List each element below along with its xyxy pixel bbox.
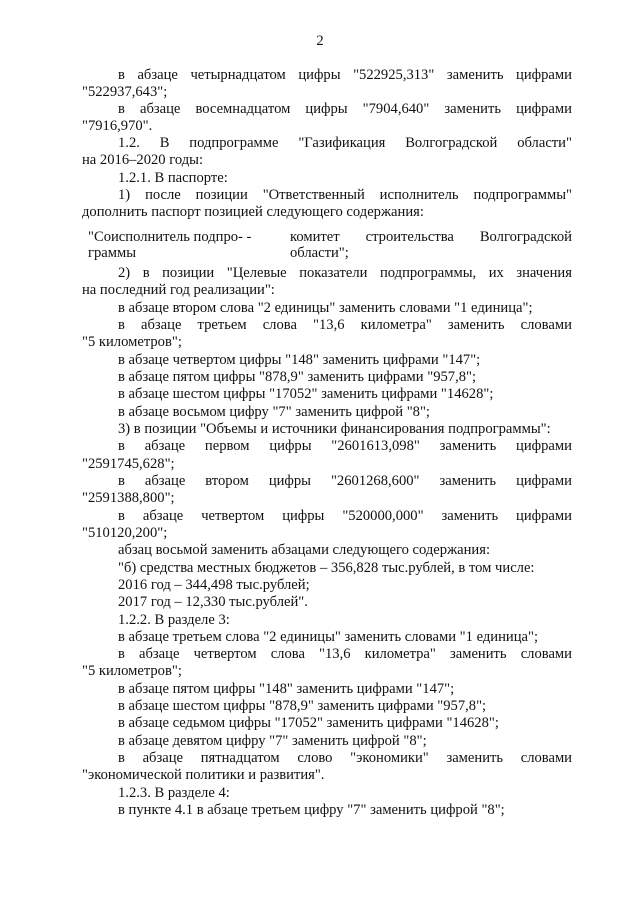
word: цифры (305, 101, 348, 117)
text-line: 1.2.2. В разделе 3: (118, 612, 230, 628)
table-right-word: комитет (290, 229, 340, 245)
table-right-line-2: области"; (290, 245, 349, 261)
word: пятнадцатом (200, 750, 280, 766)
text-line (118, 750, 572, 767)
text-line: в пункте 4.1 в абзаце третьем цифру "7" заменить цифрой "8"; (118, 802, 505, 818)
text-line: "б) средства местных бюджетов – 356,828 тыс.рублей, в том числе: (118, 560, 535, 576)
word: четвертом (201, 508, 265, 524)
table-left-line-1: "Соисполнитель подпро- - (88, 229, 252, 245)
text-line (118, 187, 572, 204)
word: после (145, 187, 181, 203)
word: цифры (268, 473, 311, 489)
text-line: "5 километров"; (82, 334, 182, 350)
text-line: 1.2.1. В паспорте: (118, 170, 228, 186)
word: позиции (162, 265, 215, 281)
word: заменить (444, 101, 501, 117)
page-number: 2 (316, 33, 324, 49)
word: километра" (364, 646, 436, 662)
word: словами (520, 317, 572, 333)
word: цифры (298, 67, 341, 83)
word: заменить (449, 646, 507, 662)
table-right-word: Волгоградской (479, 229, 572, 245)
word: абзаце (139, 101, 181, 117)
word: абзаце (142, 750, 184, 766)
word: километра" (360, 317, 432, 333)
word: "13,6 (313, 317, 345, 333)
text-line: в абзаце девятом цифру "7" заменить цифрой "8"; (118, 733, 427, 749)
text-line: "510120,200"; (82, 525, 168, 541)
word: заменить (446, 750, 504, 766)
word: абзаце (142, 508, 184, 524)
word: слова (262, 317, 297, 333)
table-right-word: строительства (365, 229, 454, 245)
word: цифрами (516, 101, 572, 117)
word: области" (517, 135, 572, 151)
word: "2601268,600" (330, 473, 420, 489)
text-line: в абзаце втором слова "2 единицы" заменить словами "1 единица"; (118, 300, 533, 316)
word: "13,6 (319, 646, 351, 662)
word: заменить (447, 317, 505, 333)
text-line: в абзаце третьем слова "2 единицы" заменить словами "1 единица"; (118, 629, 539, 645)
word: абзаце (137, 67, 178, 83)
word: "Целевые (226, 265, 287, 281)
word: цифрами (516, 508, 572, 524)
word: четвертом (193, 646, 257, 662)
word: абзаце (144, 473, 186, 489)
word: "522925,313" (353, 67, 435, 83)
text-line: абзац восьмой заменить абзацами следующего содержания: (118, 542, 491, 558)
word: "520000,000" (342, 508, 424, 524)
word: в (118, 317, 125, 333)
word: в (118, 646, 125, 662)
word: четырнадцатом (190, 67, 286, 83)
word: их (488, 265, 504, 281)
word: цифры (282, 508, 325, 524)
text-line: дополнить паспорт позицией следующего содержания: (82, 204, 424, 220)
text-line: в абзаце седьмом цифры "17052" заменить цифрами "14628"; (118, 715, 499, 731)
text-line: на последний год реализации": (82, 282, 275, 298)
word: цифрами (516, 67, 572, 83)
text-line: "7916,970". (82, 118, 153, 134)
word: абзаце (139, 646, 180, 662)
word: в (118, 508, 125, 524)
word: значения (516, 265, 572, 281)
text-line: "5 километров"; (82, 663, 182, 679)
word: 1.2. (118, 135, 140, 151)
word: в (118, 750, 125, 766)
word: заменить (439, 438, 497, 454)
table-left-line-2: граммы (88, 245, 137, 261)
word: слова (270, 646, 305, 662)
text-line: "экономической политики и развития". (82, 767, 325, 783)
word: "экономики" (350, 750, 429, 766)
text-line: в абзаце восьмом цифру "7" заменить цифрой "8"; (118, 404, 430, 420)
word: заменить (446, 67, 504, 83)
word: в (118, 101, 125, 117)
word: втором (205, 473, 249, 489)
word: абзаце (144, 438, 186, 454)
text-line: 2016 год – 344,498 тыс.рублей; (118, 577, 310, 593)
word: "Ответственный (262, 187, 365, 203)
word: исполнитель (379, 187, 459, 203)
text-line (118, 101, 572, 118)
word: словами (520, 646, 572, 662)
word: 2) (118, 265, 131, 281)
word: 1) (118, 187, 131, 203)
word: подпрограммы, (379, 265, 477, 281)
text-line: "522937,643"; (82, 84, 168, 100)
word: абзаце (141, 317, 182, 333)
text-line: "2591745,628"; (82, 456, 175, 472)
word: позиции (195, 187, 248, 203)
word: показатели (299, 265, 368, 281)
text-line (118, 317, 572, 334)
text-line: "2591388,800"; (82, 490, 175, 506)
text-line (118, 265, 572, 282)
word: В (159, 135, 170, 151)
word: "2601613,098" (331, 438, 420, 454)
text-line: в абзаце шестом цифры "878,9" заменить цифрами "957,8"; (118, 698, 487, 714)
word: словами (520, 750, 572, 766)
word: в (118, 67, 125, 83)
word: цифрами (516, 438, 572, 454)
text-line: в абзаце шестом цифры "17052" заменить цифрами "14628"; (118, 386, 494, 402)
word: в (118, 473, 125, 489)
text-line: на 2016–2020 годы: (82, 152, 204, 168)
text-line: в абзаце пятом цифры "878,9" заменить цифрами "957,8"; (118, 369, 477, 385)
text-line (118, 135, 572, 152)
word: третьем (197, 317, 247, 333)
word: цифрами (516, 473, 572, 489)
text-line: 2017 год – 12,330 тыс.рублей". (118, 594, 308, 610)
word: "7904,640" (362, 101, 430, 117)
text-line: 1.2.3. В разделе 4: (118, 785, 230, 801)
word: первом (204, 438, 250, 454)
word: цифры (269, 438, 312, 454)
word: в (142, 265, 150, 281)
text-line: в абзаце четвертом цифры "148" заменить цифрами "147"; (118, 352, 481, 368)
word: "Газификация (298, 135, 386, 151)
word: подпрограммы" (473, 187, 572, 203)
text-line (118, 508, 572, 525)
text-line: 3) в позиции "Объемы и источники финансирования подпрограммы": (118, 421, 551, 437)
word: восемнадцатом (195, 101, 291, 117)
text-line (118, 438, 572, 455)
text-line: в абзаце пятом цифры "148" заменить цифрами "147"; (118, 681, 455, 697)
word: подпрограмме (189, 135, 279, 151)
text-line (118, 473, 572, 490)
word: в (118, 438, 125, 454)
table-right-line-1 (290, 229, 572, 245)
text-line (118, 67, 572, 84)
word: заменить (439, 473, 497, 489)
word: Волгоградской (405, 135, 498, 151)
word: заменить (441, 508, 499, 524)
text-line (118, 646, 572, 663)
word: слово (297, 750, 333, 766)
